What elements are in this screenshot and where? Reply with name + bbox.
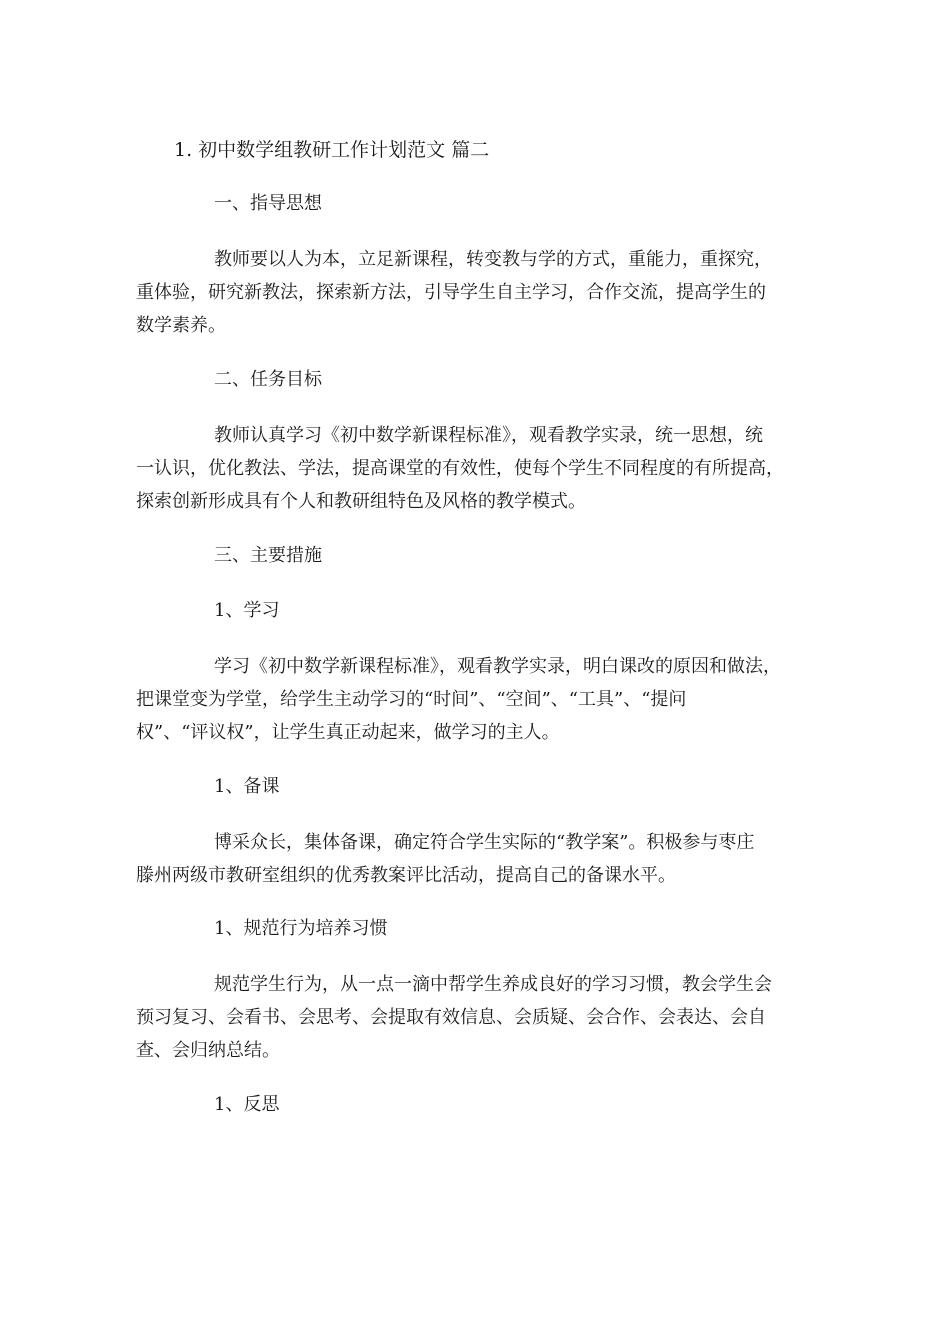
subsection-heading-learning: 1、学习 bbox=[214, 600, 280, 621]
subsection-heading-lesson-prep: 1、备课 bbox=[214, 776, 280, 797]
paragraph-guiding-thought bbox=[136, 243, 824, 342]
paragraph-line: 教师要以人为本，立足新课程，转变教与学的方式，重能力，重探究， bbox=[214, 249, 772, 270]
paragraph-lesson-prep bbox=[136, 826, 824, 892]
paragraph-line: 探索创新形成具有个人和教研组特色及风格的教学模式。 bbox=[136, 491, 586, 512]
paragraph-line: 学习《初中数学新课程标准》，观看教学实录，明白课改的原因和做法， bbox=[214, 656, 781, 677]
paragraph-habits bbox=[136, 968, 824, 1067]
paragraph-line: 查、会归纳总结。 bbox=[136, 1040, 280, 1061]
paragraph-line: 权”、“评议权”，让学生真正动起来，做学习的主人。 bbox=[136, 722, 560, 743]
subsection-heading-reflection: 1、反思 bbox=[214, 1094, 280, 1115]
section-heading-guiding-thought: 一、指导思想 bbox=[214, 193, 322, 214]
paragraph-line: 博采众长，集体备课，确定符合学生实际的“教学案”。积极参与枣庄 bbox=[214, 832, 755, 853]
paragraph-line: 教师认真学习《初中数学新课程标准》，观看教学实录，统一思想，统 bbox=[214, 425, 763, 446]
paragraph-line: 一认识，优化教法、学法，提高课堂的有效性，使每个学生不同程度的有所提高， bbox=[136, 458, 784, 479]
paragraph-line: 数学素养。 bbox=[136, 315, 226, 336]
paragraph-line: 滕州两级市教研室组织的优秀教案评比活动，提高自己的备课水平。 bbox=[136, 865, 676, 886]
paragraph-line: 预习复习、会看书、会思考、会提取有效信息、会质疑、会合作、会表达、会自 bbox=[136, 1007, 766, 1028]
paragraph-task-goals bbox=[136, 419, 824, 518]
paragraph-line: 把课堂变为学堂，给学生主动学习的“时间”、“空间”、“工具”、“提问 bbox=[136, 689, 687, 710]
section-heading-main-measures: 三、主要措施 bbox=[214, 545, 322, 566]
paragraph-learning bbox=[136, 650, 824, 749]
paragraph-line: 重体验，研究新教法，探索新方法，引导学生自主学习，合作交流，提高学生的 bbox=[136, 282, 766, 303]
subsection-heading-habits: 1、规范行为培养习惯 bbox=[214, 918, 388, 939]
section-heading-task-goals: 二、任务目标 bbox=[214, 369, 322, 390]
paragraph-line: 规范学生行为，从一点一滴中帮学生养成良好的学习习惯，教会学生会 bbox=[214, 974, 772, 995]
document-title: 1. 初中数学组教研工作计划范文 篇二 bbox=[174, 139, 490, 161]
